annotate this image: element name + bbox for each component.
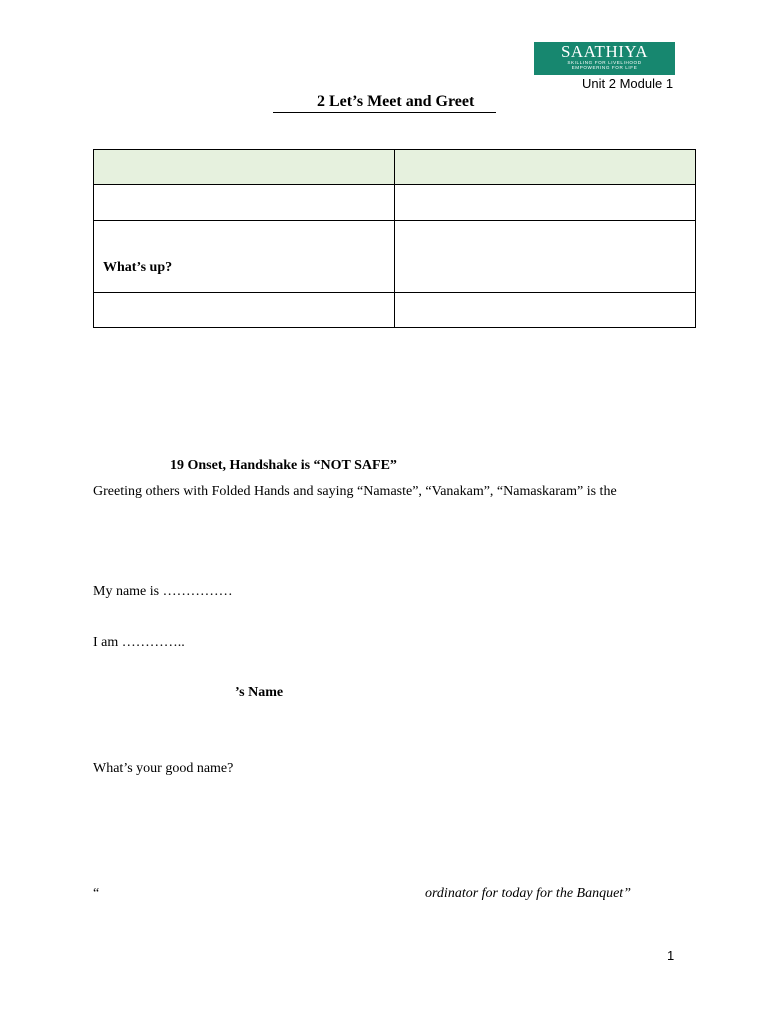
- table-header-row: [94, 150, 696, 185]
- page-number: 1: [667, 948, 675, 963]
- my-name-line: My name is ……………: [93, 584, 233, 599]
- table-row: [94, 221, 696, 293]
- open-quote: “: [93, 886, 100, 901]
- good-name-line: What’s your good name?: [93, 761, 234, 776]
- table-cell: [395, 221, 696, 293]
- page-title: 2 Let’s Meet and Greet: [273, 93, 496, 113]
- table-cell: [395, 185, 696, 221]
- table-cell: [94, 150, 395, 185]
- coordinator-line: ordinator for today for the Banquet”: [425, 886, 631, 901]
- onset-heading: 19 Onset, Handshake is “NOT SAFE”: [170, 458, 397, 473]
- table-row: [94, 293, 696, 328]
- table-cell: [395, 293, 696, 328]
- table-cell: [94, 185, 395, 221]
- s-name-heading: ’s Name: [235, 685, 284, 700]
- table-cell: [395, 150, 696, 185]
- table-row: [94, 185, 696, 221]
- greeting-table: [93, 149, 696, 328]
- table-cell-whats-up: What’s up?: [94, 221, 395, 293]
- i-am-line: I am …………..: [93, 635, 185, 650]
- greeting-paragraph: Greeting others with Folded Hands and saying “Namaste”, “Vanakam”, “Namaskaram” is the: [93, 484, 617, 499]
- unit-label: Unit 2 Module 1: [582, 76, 674, 91]
- table-cell: [94, 293, 395, 328]
- logo-main-text: SAATHIYA: [560, 42, 649, 61]
- logo-sub-text-1: SKILLING FOR LIVELIHOOD: [567, 60, 642, 65]
- logo-sub-text-2: EMPOWERING FOR LIFE: [571, 65, 638, 70]
- saathiya-logo: [534, 42, 675, 75]
